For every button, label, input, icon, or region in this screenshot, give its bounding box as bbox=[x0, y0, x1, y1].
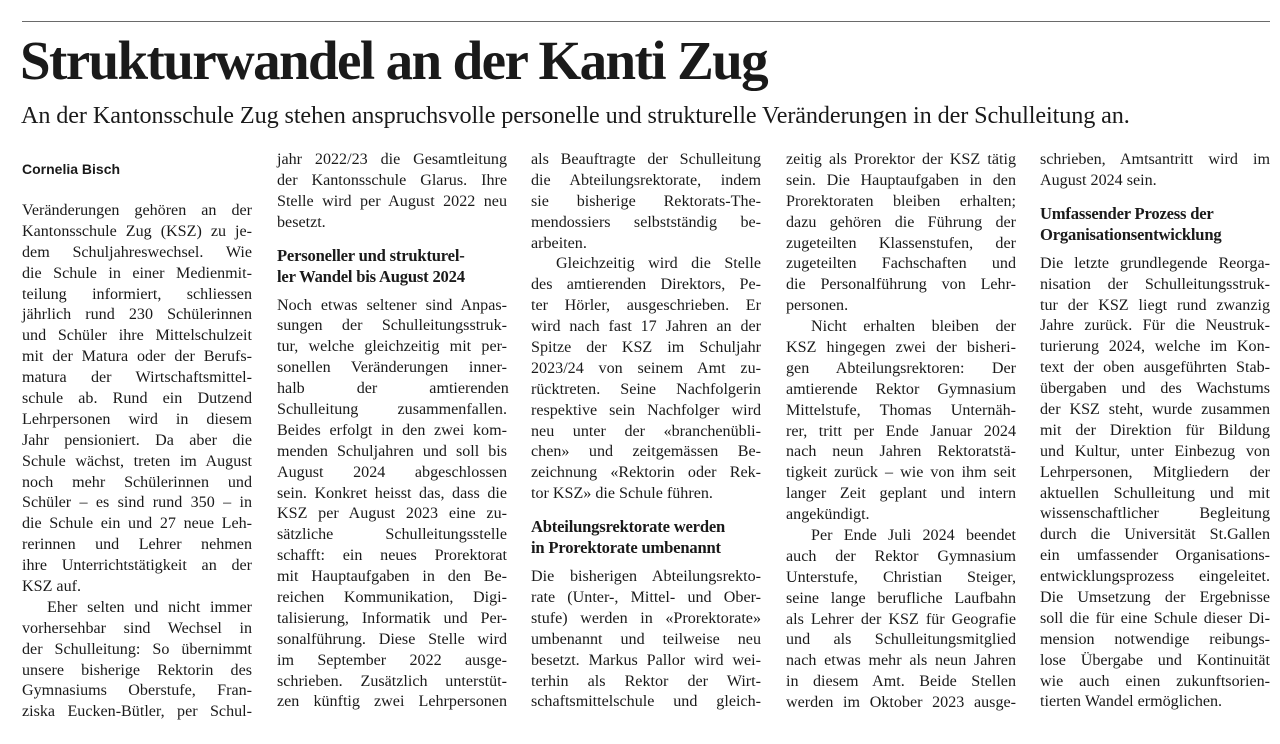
text-line: respektive sein Nachfolger wird bbox=[531, 401, 761, 419]
text-line: rerinnen und Lehrer nehmen bbox=[22, 536, 252, 554]
text-line: mit der Direktion für Bildung bbox=[1040, 421, 1270, 439]
text-line: wird nach fast 17 Jahren an der bbox=[531, 318, 761, 336]
text-line: wissenschaftlicher Begleitung bbox=[1040, 505, 1270, 523]
text-line: die Schule in einer Medienmit- bbox=[22, 264, 252, 282]
text-line: halb der amtierenden bbox=[277, 380, 509, 398]
text-line: Schüler – es sind rund 350 – in bbox=[22, 494, 252, 512]
text-line: zeitig als Prorektor der KSZ tätig bbox=[786, 151, 1016, 168]
subheading: ler Wandel bis August 2024 bbox=[277, 266, 465, 286]
text-line: aktuellen Schulleitung und mit bbox=[1040, 484, 1270, 502]
text-line: nach neun Jahren Rektoratstä- bbox=[786, 443, 1016, 461]
lead-paragraph: An der Kantonsschule Zug stehen anspruchsvolle personelle und strukturelle Veränderungen in der Schulleitung an. bbox=[21, 102, 1130, 129]
text-line: KSZ auf. bbox=[22, 578, 81, 596]
text-line: der KSZ steht, wurde zusammen bbox=[1040, 401, 1270, 419]
text-line: rate (Unter-, Mittel- und Ober- bbox=[531, 589, 761, 607]
author-byline: Cornelia Bisch bbox=[22, 161, 121, 177]
article-column-4 bbox=[786, 150, 1016, 714]
text-line: tor KSZ» die Schule führen. bbox=[531, 485, 713, 503]
text-line: und Kultur, unter Einbezug von bbox=[1040, 442, 1270, 460]
text-line: noch mehr Schülerinnen und bbox=[22, 473, 252, 491]
text-line: besetzt. Markus Pallor wird wei- bbox=[531, 651, 761, 669]
text-line: amtierende Rektor Gymnasium bbox=[786, 380, 1016, 398]
text-line: talisierung, Informatik und Per- bbox=[277, 609, 507, 627]
text-line: auch der Rektor Gymnasium bbox=[786, 547, 1016, 565]
text-line: menden Schuljahren und soll bis bbox=[277, 442, 507, 460]
text-line: KSZ hingegen zwei der bisheri- bbox=[786, 339, 1016, 357]
article-column-3 bbox=[531, 150, 761, 713]
subheading: Umfassender Prozess der bbox=[1040, 203, 1214, 223]
text-line: dem Schuljahreswechsel. Wie bbox=[22, 243, 252, 261]
text-line: im September 2022 ausge- bbox=[277, 651, 507, 669]
text-line: August 2024 sein. bbox=[1040, 171, 1157, 189]
text-line: arbeiten. bbox=[531, 234, 587, 252]
text-line: sein. Konkret heisst das, dass die bbox=[277, 484, 507, 502]
text-line: mit Hauptaufgaben in den Be- bbox=[277, 568, 507, 586]
text-line: unsere bisherige Rektorin des bbox=[22, 661, 252, 679]
text-line: gen Abteilungsrektoren: Der bbox=[786, 359, 1016, 377]
text-line: matura der Wirtschaftsmittel- bbox=[22, 369, 252, 387]
text-line: tur, welche gleichzeitig mit per- bbox=[277, 338, 507, 356]
text-line: als Lehrer der KSZ für Geografie bbox=[786, 610, 1016, 628]
subheading: in Prorektorate umbenannt bbox=[531, 538, 721, 558]
text-line: neu unter der «branchenübli- bbox=[531, 422, 761, 440]
text-line: vorhersehbar sind Wechsel in bbox=[22, 619, 252, 637]
text-line: schafft: ein neues Prorektorat bbox=[277, 547, 507, 565]
text-line: Lehrpersonen, Mitgliedern der bbox=[1040, 463, 1270, 481]
text-line: reichen Kommunikation, Digi- bbox=[277, 589, 507, 607]
text-line: Gymnasiums Oberstufe, Fran- bbox=[22, 682, 252, 700]
text-line: schaftsmittelschule und gleich- bbox=[531, 693, 761, 711]
text-line: tur der KSZ liegt rund zwanzig bbox=[1040, 296, 1270, 314]
text-line: rer, tritt per Ende Januar 2024 bbox=[786, 422, 1016, 440]
text-line: entwicklungsprozess eingeleitet. bbox=[1040, 568, 1270, 586]
text-line: als Beauftragte der Schulleitung bbox=[531, 151, 761, 168]
text-line: und Schüler ihre Mittelschulzeit bbox=[22, 327, 252, 345]
article-column-5 bbox=[1040, 150, 1270, 713]
article-column-1 bbox=[22, 201, 252, 723]
text-line: Stelle wird per August 2022 neu bbox=[277, 192, 507, 210]
text-line: sein. Die Hauptaufgaben in den bbox=[786, 171, 1016, 189]
text-line: tigkeit zurück – wie von ihm seit bbox=[786, 464, 1016, 482]
text-line: Noch etwas seltener sind Anpas- bbox=[277, 296, 507, 314]
text-line: Beides erfolgt in den zwei kom- bbox=[277, 421, 507, 439]
text-line: Kantonsschule Zug (KSZ) zu je- bbox=[22, 222, 252, 240]
text-line: jahr 2022/23 die Gesamtleitung bbox=[277, 151, 507, 168]
text-line: mendossiers selbstständig be- bbox=[531, 213, 761, 231]
headline: Strukturwandel an der Kanti Zug bbox=[20, 30, 768, 91]
text-line: tierten Wandel ermöglichen. bbox=[1040, 693, 1223, 711]
text-line: lose Übergabe und Kontinuität bbox=[1040, 651, 1270, 669]
text-line: 2023/24 von seinem Amt zu- bbox=[531, 359, 761, 377]
text-line: Gleichzeitig wird die Stelle bbox=[556, 255, 761, 273]
text-line: seine lange berufliche Laufbahn bbox=[786, 589, 1016, 607]
text-line: nach etwas mehr als neun Jahren bbox=[786, 652, 1016, 670]
text-line: Schulleitung zusammenfallen. bbox=[277, 401, 507, 419]
text-line: und als Schulleitungsmitglied bbox=[786, 631, 1016, 649]
text-line: mit der Matura oder der Berufs- bbox=[22, 348, 252, 366]
text-line: chen» und zeitgemässen Be- bbox=[531, 443, 761, 461]
spacer bbox=[1040, 245, 1270, 254]
text-line: zugeteilten Klassenstufen, der bbox=[786, 234, 1016, 252]
spacer bbox=[277, 287, 507, 296]
text-line: wie auch einen zukunftsorien- bbox=[1040, 672, 1270, 690]
text-line: sonellen Veränderungen inner- bbox=[277, 359, 507, 377]
text-line: Mittelstufe, Thomas Unternäh- bbox=[786, 401, 1016, 419]
text-line: Die letzte grundlegende Reorga- bbox=[1040, 254, 1270, 272]
text-line: langer Zeit geplant und intern bbox=[786, 485, 1016, 503]
text-line: Eher selten und nicht immer bbox=[47, 598, 252, 616]
text-line: schule ab. Rund ein Dutzend bbox=[22, 390, 252, 408]
text-line: des amtierenden Direktors, Pe- bbox=[531, 276, 761, 294]
text-line: die Abteilungsrektorate, indem bbox=[531, 171, 761, 189]
text-line: Die bisherigen Abteilungsrekto- bbox=[531, 568, 761, 586]
text-line: besetzt. bbox=[277, 213, 326, 231]
text-line: in diesem Amt. Beide Stellen bbox=[786, 673, 1016, 691]
subheading: Abteilungsrektorate werden bbox=[531, 517, 726, 537]
text-line: jährlich rund 230 Schülerinnen bbox=[22, 306, 252, 324]
text-line: Lehrpersonen wird in diesem bbox=[22, 410, 252, 428]
text-line: Unterstufe, Christian Steiger, bbox=[786, 568, 1016, 586]
text-line: übergaben und des Wachstums bbox=[1040, 380, 1270, 398]
text-line: zen künftig zwei Lehrpersonen bbox=[277, 693, 507, 711]
text-line: ein umfassender Organisations- bbox=[1040, 547, 1270, 565]
text-line: Jahre zurück. Für die Neustruk- bbox=[1040, 317, 1270, 335]
text-line: sie bisherige Rektorats-The- bbox=[531, 192, 761, 210]
text-line: werden im Oktober 2023 ausge- bbox=[786, 694, 1016, 712]
text-line: Prorektoraten bleiben erhalten; bbox=[786, 192, 1016, 210]
text-line: August 2024 abgeschlossen bbox=[277, 463, 507, 481]
text-line: mension notwendige reibungs- bbox=[1040, 630, 1270, 648]
text-line: Jahr pensioniert. Da aber die bbox=[22, 431, 252, 449]
text-line: schrieben, Amtsantritt wird im bbox=[1040, 151, 1270, 168]
spacer bbox=[277, 234, 507, 245]
text-line: durch die Universität St.Gallen bbox=[1040, 526, 1270, 544]
text-line: Schule wächst, treten im August bbox=[22, 452, 252, 470]
text-line: Spitze der KSZ im Schuljahr bbox=[531, 339, 761, 357]
text-line: dazu gehören die Führung der bbox=[786, 213, 1016, 231]
text-line: nisation der Schulleitungsstruk- bbox=[1040, 275, 1270, 293]
text-line: stufe) werden in «Prorektorate» bbox=[531, 609, 761, 627]
text-line: Per Ende Juli 2024 beendet bbox=[811, 527, 1016, 545]
text-line: turierung 2024, welche im Kon- bbox=[1040, 338, 1270, 356]
text-line: ter Hörler, ausgeschrieben. Er bbox=[531, 297, 761, 315]
top-rule bbox=[22, 21, 1270, 22]
text-line: der Schulleitung: So übernimmt bbox=[22, 640, 252, 658]
text-line: Veränderungen gehören an der bbox=[22, 202, 252, 219]
text-line: Die Umsetzung der Ergebnisse bbox=[1040, 589, 1270, 607]
spacer bbox=[531, 558, 761, 567]
text-line: KSZ per August 2023 eine zu- bbox=[277, 505, 507, 523]
text-line: sonalführung. Diese Stelle wird bbox=[277, 630, 507, 648]
text-line: zugeteilten Fachschaften und bbox=[786, 255, 1016, 273]
text-line: die Personalführung von Lehr- bbox=[786, 276, 1016, 294]
text-line: sungen der Schulleitungsstruk- bbox=[277, 317, 507, 335]
article-column-2 bbox=[277, 150, 507, 713]
text-line: der Kantonsschule Glarus. Ihre bbox=[277, 171, 507, 189]
text-line: schrieben. Zusätzlich unterstüt- bbox=[277, 672, 507, 690]
text-line: sätzliche Schulleitungsstelle bbox=[277, 526, 507, 544]
text-line: angekündigt. bbox=[786, 506, 870, 524]
text-line: ihre Unterrichtstätigkeit an der bbox=[22, 557, 252, 575]
subheading: Organisationsentwicklung bbox=[1040, 224, 1222, 244]
text-line: rücktreten. Seine Nachfolgerin bbox=[531, 380, 761, 398]
text-line: personen. bbox=[786, 297, 849, 315]
text-line: teilung informiert, schliessen bbox=[22, 285, 252, 303]
text-line: ziska Eucken-Bütler, per Schul- bbox=[22, 703, 252, 721]
spacer bbox=[1040, 192, 1270, 203]
text-line: umbenannt und teilweise neu bbox=[531, 630, 761, 648]
text-line: die Schule ein und 27 neue Leh- bbox=[22, 515, 252, 533]
text-line: soll die für eine Schule dieser Di- bbox=[1040, 609, 1270, 627]
text-line: text der oben ausgeführten Stab- bbox=[1040, 359, 1270, 377]
text-line: terhin als Rektor der Wirt- bbox=[531, 672, 761, 690]
subheading: Personeller und strukturel- bbox=[277, 245, 465, 265]
text-line: zeichnung «Rektorin oder Rek- bbox=[531, 464, 761, 482]
text-line: Nicht erhalten bleiben der bbox=[811, 318, 1016, 336]
spacer bbox=[531, 505, 761, 516]
